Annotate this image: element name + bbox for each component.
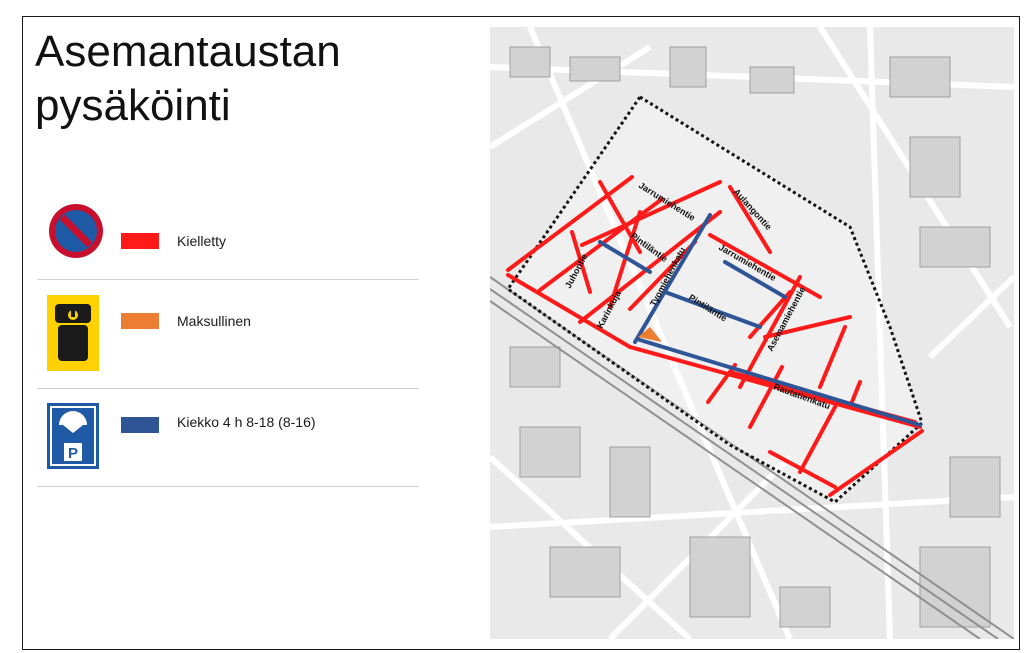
legend-row-kiekko <box>37 401 419 501</box>
legend-label-maksullinen: Maksullinen <box>177 313 251 329</box>
legend-swatch-red <box>121 233 159 249</box>
street-label: Tyomiehenkatu <box>647 245 688 308</box>
street-label: Aulangontie <box>731 186 774 232</box>
street-label: Asemamiehentie <box>764 285 808 353</box>
svg-text:P: P <box>67 445 79 462</box>
street-label: Karinkuja <box>594 289 624 330</box>
legend-swatch-orange <box>121 313 159 329</box>
parking-disc-sign-icon <box>47 403 99 474</box>
legend-divider <box>37 486 419 487</box>
legend-swatch-blue <box>121 417 159 433</box>
street-label: Jarrumiehentie <box>717 242 778 283</box>
legend-divider <box>37 388 419 389</box>
legend-label-kiekko: Kiekko 4 h 8-18 (8-16) <box>177 414 316 430</box>
street-label: Pintiläntie <box>628 230 670 264</box>
parking-map[interactable] <box>490 27 1014 639</box>
street-label: Jarrumiehentie <box>636 180 697 223</box>
title-line-1: Asemantaustan <box>35 27 341 76</box>
title-line-2: pysäköinti <box>35 81 231 130</box>
slide <box>22 16 1020 650</box>
street-label: Pintiläntie <box>686 292 729 324</box>
street-label: Rautatienkatu <box>772 381 832 412</box>
legend-row-maksullinen <box>37 291 419 391</box>
legend-divider <box>37 279 419 280</box>
no-parking-sign-icon <box>47 202 105 265</box>
legend-label-kielletty: Kielletty <box>177 233 227 249</box>
parking-meter-sign-icon <box>47 295 99 376</box>
page-title <box>35 25 341 133</box>
street-label: Juhontie <box>562 252 590 290</box>
map-canvas <box>490 27 1014 639</box>
legend-row-kielletty <box>37 197 419 297</box>
